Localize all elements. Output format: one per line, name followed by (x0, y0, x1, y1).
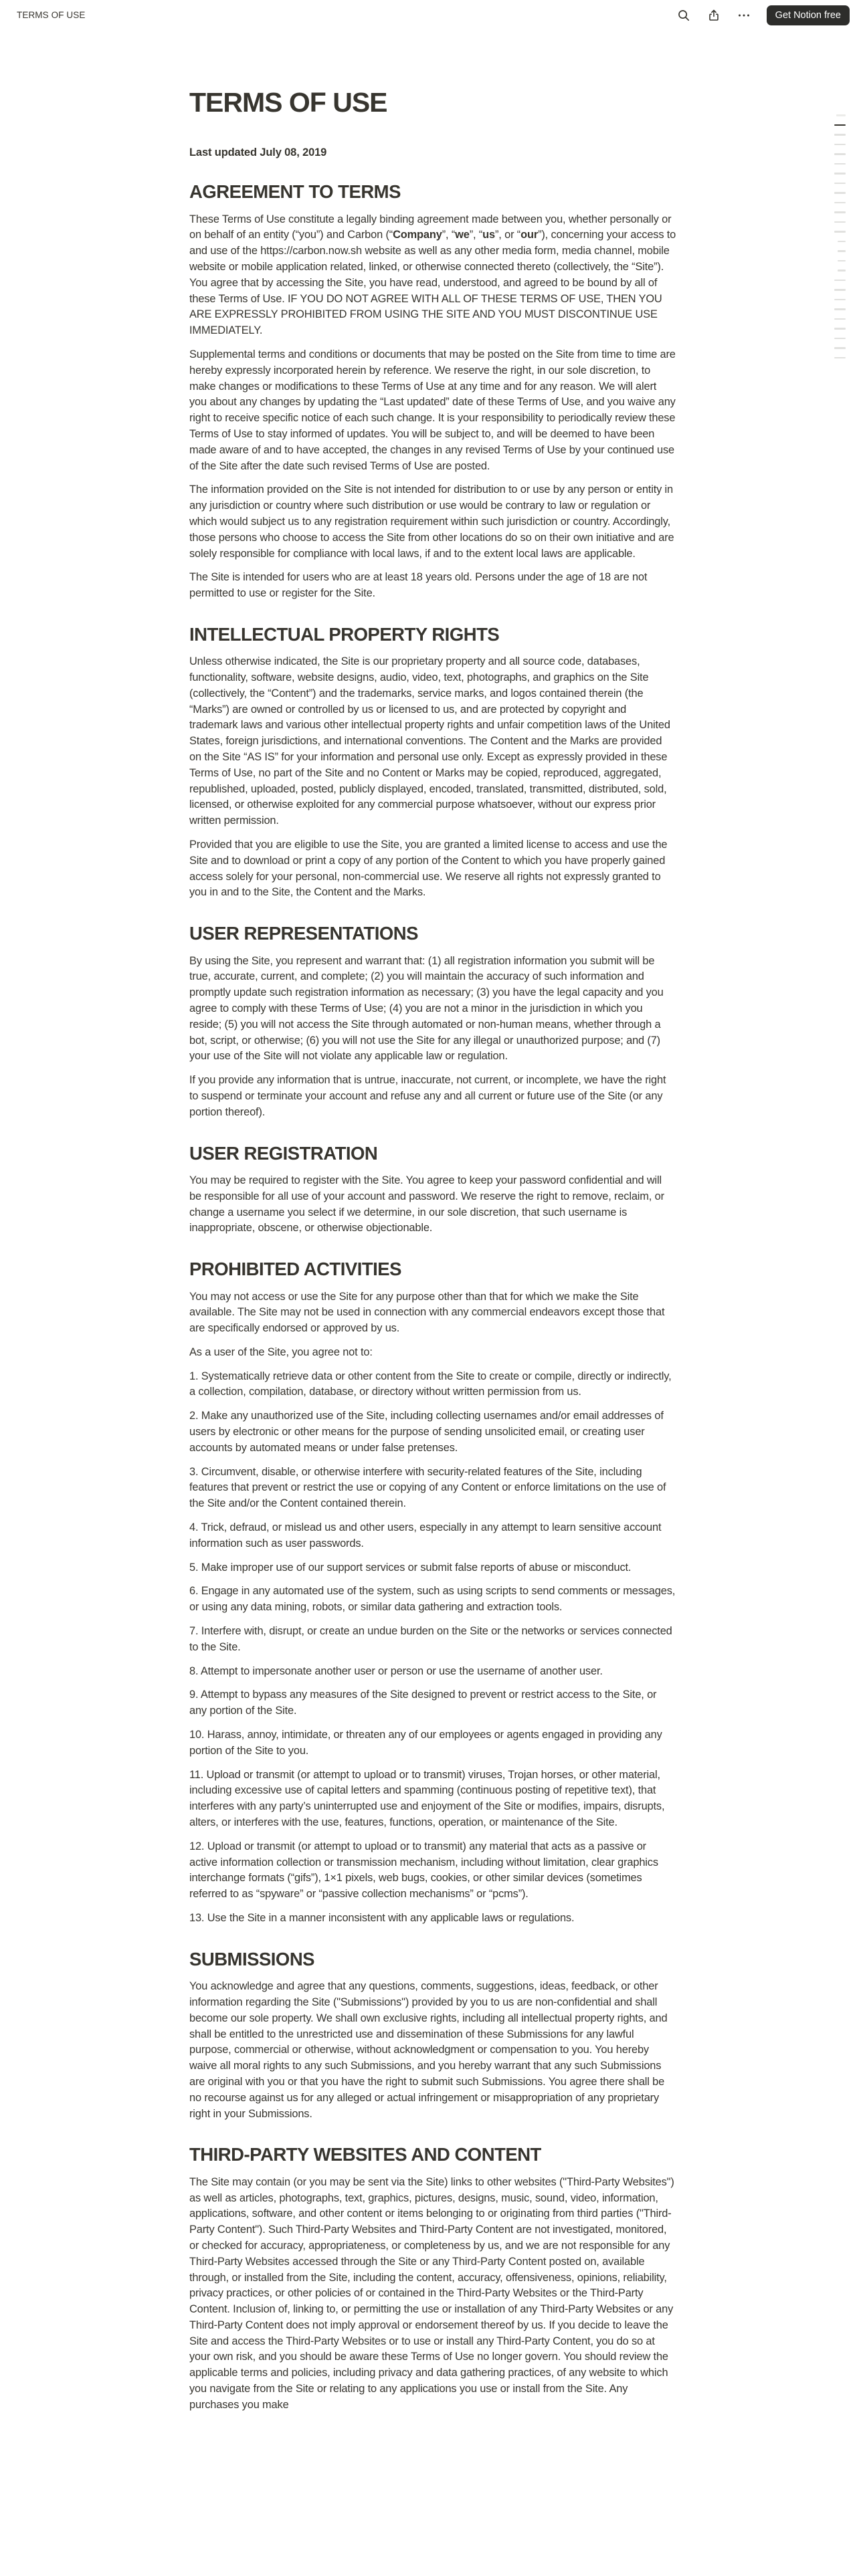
paragraph: Provided that you are eligible to use the Site, you are granted a limited license to access and use the Site and to download or print a copy of any portion of the Content to which you have properly gained access solely for your personal, non-commercial use. We reserve all rights not expressly granted to you in and to the Site, the Content and the Marks. (189, 839, 668, 899)
page-title: TERMS OF USE (189, 87, 387, 118)
last-updated: Last updated July 08, 2019 (189, 146, 327, 159)
paragraph: The information provided on the Site is not intended for distribution to or use by any person or entity in any jurisdiction or country where such distribution or use would be contrary to law or regulation or which would subject us to any registration requirement within such jurisdiction or country. Accordingly, those persons who choose to access the Site from other locations do so on their own initiative and are solely responsible for compliance with local laws, if and to the extent local laws are applicable. (189, 484, 674, 560)
more-button[interactable] (736, 7, 752, 23)
outline-dash[interactable] (834, 280, 846, 282)
outline-dash[interactable] (834, 299, 846, 301)
topbar-page-title: TERMS OF USE (17, 10, 86, 20)
outline-dash[interactable] (834, 202, 846, 204)
outline-dash[interactable] (838, 260, 846, 262)
paragraph: By using the Site, you represent and warrant that: (1) all registration information you submit will be true, accurate, current, and complete; (2) you will maintain the accuracy of such information and promptly update such registration information as necessary; (3) you have the legal capacity and you agree to comply with these Terms of Use; (4) you are not a minor in the jurisdiction in which you reside; (5) you will not access the Site through automated or non-human means, whether through a bot, script, or otherwise; (6) you will not use the Site for any illegal or unauthorized purpose; and (7) your use of the Site will not violate any applicable law or regulation. (189, 954, 664, 1063)
paragraph: If you provide any information that is untrue, inaccurate, not current, or incomplete, we have the right to suspend or terminate your account and refuse any and all current or future use of the Site (or any portion thereof). (189, 1074, 666, 1118)
paragraph: 4. Trick, defraud, or mislead us and other users, especially in any attempt to learn sensitive account information such as user passwords. (189, 1521, 662, 1549)
search-icon (677, 9, 690, 22)
document (189, 86, 676, 2448)
outline-dash[interactable] (834, 357, 846, 359)
paragraph: Unless otherwise indicated, the Site is our proprietary property and all source code, databases, functionality, software, website designs, audio, video, text, photographs, and graphics on the Site (collectively, the “Content”) and the trademarks, service marks, and logos contained therein (the “Marks”) are owned or controlled by us or licensed to us, and are protected by copyright and trademark laws and various other intellectual property rights and unfair competition laws of the United States, foreign jurisdictions, and international conventions. The Content and the Marks are provided on the Site “AS IS” for your information and personal use only. Except as expressly provided in these Terms of Use, no part of the Site and no Content or Marks may be copied, reproduced, aggregated, republished, uploaded, posted, publicly displayed, encoded, translated, transmitted, distributed, sold, licensed, or otherwise exploited for any commercial purpose whatsoever, without our express prior written permission. (189, 655, 670, 827)
paragraph: 13. Use the Site in a manner inconsistent with any applicable laws or regulations. (189, 1912, 575, 1924)
get-notion-free-button[interactable]: Get Notion free (767, 5, 850, 25)
outline-dash[interactable] (834, 289, 846, 291)
paragraph: You may not access or use the Site for any purpose other than that for which we make the Site available. The Site may not be used in connection with any commercial endeavors except those that are specifically endorsed or approved by us. (189, 1290, 665, 1335)
outline-scrubber (834, 114, 846, 366)
outline-dash[interactable] (834, 338, 846, 340)
outline-dash[interactable] (834, 318, 846, 320)
paragraph: These Terms of Use constitute a legally binding agreement made between you, whether personally or on behalf of an entity (“you”) and Carbon (“Company”, “we”, “us”, or “our”), concerning your access to and use of the https://carbon.now.sh website as well as any other media form, media channel, mobile website or mobile application related, linked, or otherwise connected thereto (collectively, the “Site”). You agree that by accessing the Site, you have read, understood, and agreed to be bound by all of these Terms of Use. IF YOU DO NOT AGREE WITH ALL OF THESE TERMS OF USE, THEN YOU ARE EXPRESSLY PROHIBITED FROM USING THE SITE AND YOU MUST DISCONTINUE USE IMMEDIATELY. (189, 213, 676, 337)
paragraph: 7. Interfere with, disrupt, or create an undue burden on the Site or the networks or services connected to the Site. (189, 1625, 672, 1653)
outline-dash[interactable] (834, 308, 846, 310)
topbar (0, 0, 859, 30)
outline-dash[interactable] (834, 153, 846, 155)
paragraph: As a user of the Site, you agree not to: (189, 1346, 373, 1358)
section-heading: USER REGISTRATION (189, 1142, 378, 1164)
paragraph: You may be required to register with the Site. You agree to keep your password confidential and will be responsible for all use of your account and password. We reserve the right to remove, reclaim, or change a username you select if we determine, in our sole discretion, that such username is inappropriate, obscene, or otherwise objectionable. (189, 1174, 664, 1235)
outline-dash[interactable] (834, 347, 846, 349)
outline-dash[interactable] (834, 192, 846, 194)
outline-dash[interactable] (838, 241, 846, 243)
section-heading: PROHIBITED ACTIVITIES (189, 1259, 401, 1280)
section-heading: INTELLECTUAL PROPERTY RIGHTS (189, 623, 500, 645)
paragraph: Supplemental terms and conditions or documents that may be posted on the Site from time to time are hereby expressly incorporated herein by reference. We reserve the right, in our sole discretion, to make changes or modifications to these Terms of Use at any time and for any reason. We will alert you about any changes by updating the “Last updated” date of these Terms of Use, and you waive any right to receive specific notice of each such change. It is your responsibility to periodically review these Terms of Use to stay informed of updates. You will be subject to, and will be deemed to have been made aware of and to have accepted, the changes in any revised Terms of Use by your continued use of the Site after the date such revised Terms of Use are posted. (189, 348, 676, 472)
outline-dash[interactable] (834, 124, 846, 126)
outline-dash[interactable] (834, 221, 846, 223)
paragraph: 6. Engage in any automated use of the system, such as using scripts to send comments or messages, or using any data mining, robots, or similar data gathering and extraction tools. (189, 1585, 676, 1614)
paragraph: 1. Systematically retrieve data or other content from the Site to create or compile, directly or indirectly, a collection, compilation, database, or directory without written permission from us. (189, 1370, 672, 1398)
section-heading: THIRD-PARTY WEBSITES AND CONTENT (189, 2144, 541, 2165)
paragraph: 10. Harass, annoy, intimidate, or threaten any of our employees or agents engaged in providing any portion of the Site to you. (189, 1729, 662, 1757)
outline-dash[interactable] (834, 211, 846, 213)
topbar-actions (676, 5, 850, 25)
paragraph: 11. Upload or transmit (or attempt to upload or to transmit) viruses, Trojan horses, or other material, including excessive use of capital letters and spamming (continuous posting of repetitive text), that interferes with any party’s uninterrupted use and enjoyment of the Site or modifies, impairs, disrupts, alters, or interferes with the use, features, functions, operation, or maintenance of the Site. (189, 1768, 665, 1829)
outline-dash[interactable] (834, 144, 846, 146)
share-button[interactable] (706, 7, 722, 23)
outline-dash[interactable] (834, 173, 846, 175)
outline-dash[interactable] (836, 114, 846, 116)
paragraph: 8. Attempt to impersonate another user or person or use the username of another user. (189, 1665, 603, 1677)
search-button[interactable] (676, 7, 692, 23)
outline-dash[interactable] (838, 270, 846, 272)
section-heading: USER REPRESENTATIONS (189, 923, 418, 944)
paragraph: You acknowledge and agree that any questions, comments, suggestions, ideas, feedback, or other information regarding the Site ("Submissions") provided by you to us are non-confidential and shall become our sole property. We shall own exclusive rights, including all intellectual property rights, and shall be entitled to the unrestricted use and dissemination of these Submissions for any lawful purpose, commercial or otherwise, without acknowledgment or compensation to you. You hereby waive all moral rights to any such Submissions, and you hereby warrant that any such Submissions are original with you or that you have the right to submit such Submissions. You agree there shall be no recourse against us for any alleged or actual infringement or misappropriation of any proprietary right in your Submissions. (189, 1980, 668, 2120)
paragraph: 2. Make any unauthorized use of the Site, including collecting usernames and/or email addresses of users by electronic or other means for the purpose of sending unsolicited email, or creating user accounts by automated means or under false pretenses. (189, 1410, 664, 1454)
paragraph: The Site is intended for users who are at least 18 years old. Persons under the age of 18 are not permitted to use or register for the Site. (189, 571, 648, 600)
outline-dash[interactable] (838, 250, 846, 252)
sections-container (189, 181, 676, 2413)
outline-dash[interactable] (834, 163, 846, 165)
paragraph: 5. Make improper use of our support services or submit false reports of abuse or misconduct. (189, 1561, 632, 1574)
section-heading: AGREEMENT TO TERMS (189, 181, 401, 203)
paragraph: 12. Upload or transmit (or attempt to upload or to transmit) any material that acts as a passive or active information collection or transmission mechanism, including without limitation, clear graphics interchange formats (“gifs”), 1×1 pixels, web bugs, cookies, or other similar devices (sometimes referred to as “spyware” or “passive collection mechanisms” or “pcms”). (189, 1840, 658, 1901)
outline-dash[interactable] (834, 328, 846, 330)
outline-dash[interactable] (834, 134, 846, 136)
paragraph: 3. Circumvent, disable, or otherwise interfere with security-related features of the Site, including features that prevent or restrict the use or copying of any Content or enforce limitations on the use of the Site and/or the Content contained therein. (189, 1465, 666, 1510)
section-heading: SUBMISSIONS (189, 1948, 315, 1969)
outline-dash[interactable] (834, 231, 846, 233)
paragraph: 9. Attempt to bypass any measures of the Site designed to prevent or restrict access to the Site, or any portion of the Site. (189, 1689, 657, 1717)
paragraph: The Site may contain (or you may be sent via the Site) links to other websites ("Third-Party Websites") as well as articles, photographs, text, graphics, pictures, designs, music, sound, video, information, applications, software, and other content or items belonging to or originating from third parties ("Third-Party Content"). Such Third-Party Websites and Third-Party Content are not investigated, monitored, or checked for accuracy, appropriateness, or completeness by us, and we are not responsible for any Third-Party Websites accessed through the Site or any Third-Party Content posted on, available through, or installed from the Site, including the content, accuracy, offensiveness, opinions, reliability, privacy practices, or other policies of or contained in the Third-Party Websites or the Third-Party Content. Inclusion of, linking to, or permitting the use or installation of any Third-Party Websites or any Third-Party Content does not imply approval or endorsement thereof by us. If you decide to leave the Site and access the Third-Party Websites or to use or install any Third-Party Content, you do so at your own risk, and you should be aware these Terms of Use no longer govern. You should review the applicable terms and policies, including privacy and data gathering practices, of any website to which you navigate from the Site or relating to any applications you use or install from the Site. Any purchases you make (189, 2175, 674, 2411)
outline-dash[interactable] (834, 183, 846, 185)
more-icon (737, 9, 751, 22)
share-icon (707, 9, 721, 22)
